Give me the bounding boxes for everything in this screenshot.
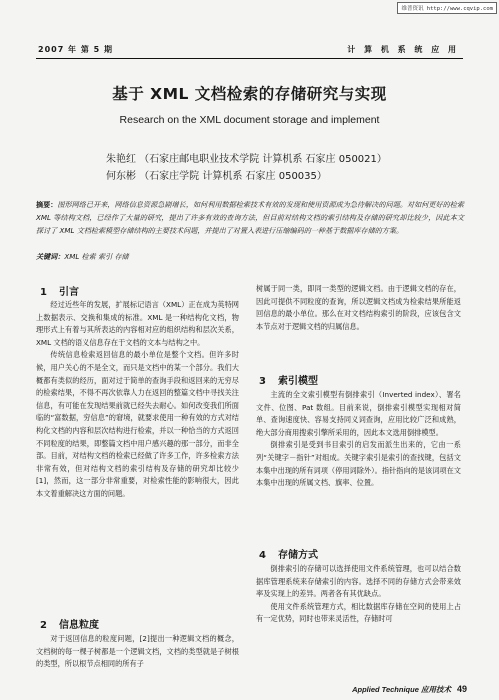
author-line-1: 朱艳红 （石家庄邮电职业技术学院 计算机系 石家庄 050021） [106, 154, 387, 165]
left-column-text [36, 299, 239, 501]
section-1-number: 1 [40, 287, 47, 298]
keywords-label: 关键词： [36, 252, 65, 261]
section-3-paragraph-1: 主流的全文索引模型有倒排索引（Inverted index）、署名文件、位图、Pat 数组。目前来说，倒排索引模型实现相对简单、查询速度快、容易支持同义词查询，应用比较广泛和成熟，绝大部分商用搜索引擎所采用的，因此本文选用倒排模型。 [256, 390, 461, 437]
section-2-number: 2 [40, 620, 47, 631]
watermark: 维普资讯 http://www.cqvip.com [397, 2, 497, 14]
abstract [36, 199, 464, 237]
section-2-text [36, 633, 239, 671]
section-3-title: 索引模型 [277, 376, 318, 387]
footer-journal: Applied Technique 应用技术 [352, 685, 451, 694]
section-1-title: 引言 [58, 287, 79, 298]
paper-title-english: Research on the XML document storage and implement [119, 114, 380, 126]
section-1-paragraph-1: 经过近些年的发展，扩展标记语言（XML）正在成为英特网上数据表示、交换和集成的标准。XML 是一种结构化文档，物理形式上有着与其所表达的内容相对应的组织结构和层次关系，XML 文档的语义信息存在于文档的文本与结构之中。 [36, 300, 239, 347]
issue-label: 2007 年 第 5 期 [38, 45, 113, 54]
section-4-paragraph-2: 使用文件系统管理方式，相比数据库存储在空间的使用上占有一定优势，同时也带来灵活性，存储时可 [256, 601, 461, 624]
section-4-text [256, 563, 461, 626]
abstract-label: 摘要： [36, 200, 58, 209]
section-2-heading [40, 616, 111, 631]
abstract-text: 图形网络已开来，网络信息资源急剧增长，如何利用数据检索技术有效的发现和使用资源成为急待解决的问题。对如何更好的检索 XML 等结构文档，已经作了大量的研究，提出了许多有效的查询方法，但目前对结构文档的索引结构及存储的研究却比较少，因此本文探讨了 XML 文档检索模型存储结构的主要技术问题，并提出了对置入表进行压缩编码的一种基于数据库存储的方案。 [36, 200, 464, 235]
keywords-text: XML 检索 索引 存储 [64, 252, 129, 261]
section-3-heading [259, 372, 330, 387]
section-4-number: 4 [259, 550, 266, 561]
section-3-text [256, 389, 461, 490]
page-number: 49 [456, 684, 467, 694]
section-2-title: 信息粒度 [58, 620, 99, 631]
section-4-title: 存储方式 [277, 550, 318, 561]
section-4-paragraph-1: 倒排索引的存储可以选择使用文件系统管理，也可以结合数据库管理系统来存储索引的内容。选择不同的存储方式会带来效率及实现上的差异。两者各有其优缺点。 [256, 564, 461, 599]
author-line-2: 何东彬 （石家庄学院 计算机系 石家庄 050035） [106, 171, 327, 182]
page-footer [352, 684, 467, 695]
section-1-paragraph-2: 传统信息检索返回信息的最小单位是整个文档。但许多时候，用户关心的不是全文，而只是文档中的某一个部分。我们大概都有类似的经历，面对过于简单的查询手段和返回来的无穷尽的检索结果，不得不再次依靠人力在返回的整篇文档中寻找关注信息，有可能在发现结果前就已经失去耐心。如何改变我们所面临的“富数据，穷信息”的窘境，就要求使用一种有效的方式对结构化文档的内容和层次结构进行检索，并以一种恰当的方式返回不同粒度的结果，即整篇文档中用户感兴趣的那一部分，而非全部。目前，对结构文档的检索已经做了许多工作，许多检索方法非常有效，但对结构文档的索引结构及存储的研究却比较少[1]，然而，这一部分非常重要，对检索性能的影响很大，因此本文着重解决这方面的问题。 [36, 350, 239, 498]
section-4-heading [259, 546, 330, 561]
keywords [36, 252, 129, 262]
running-header [38, 44, 459, 58]
section-2-paragraph-1: 对于返回信息的粒度问题，[2]提出一种逻辑文档的概念，文档树的每一棵子树都是一个逻辑文档，文档的类型就是子树根的类型，所以根节点相同的所有子 [36, 634, 239, 669]
paper-title: 基于 XML 文档检索的存储研究与实现 [112, 85, 387, 103]
continued-paragraph: 树属于同一类，即同一类型的逻辑文档。由于逻辑文档的存在，因此可提供不同粒度的查询，所以逻辑文档成为检索结果所能返回信息的最小单位。那么在对文档结构索引的阶段，应该包含文本节点对于逻辑文档的归属信息。 [256, 284, 461, 331]
section-3-paragraph-2: 倒排索引是受到书目索引的启发而派生出来的，它由一系列“关键字－指针”对组成。关键字索引是索引的查找键，包括文本集中出现的所有词项（停用词除外）。指针指向的是该词项在文本集中出现的所属文档、旗率、位置。 [256, 440, 461, 488]
journal-name: 计 算 机 系 统 应 用 [347, 45, 459, 54]
section-1-heading [40, 283, 91, 298]
header-rule [36, 58, 463, 59]
section-3-number: 3 [259, 376, 266, 387]
right-column-text [256, 283, 461, 333]
